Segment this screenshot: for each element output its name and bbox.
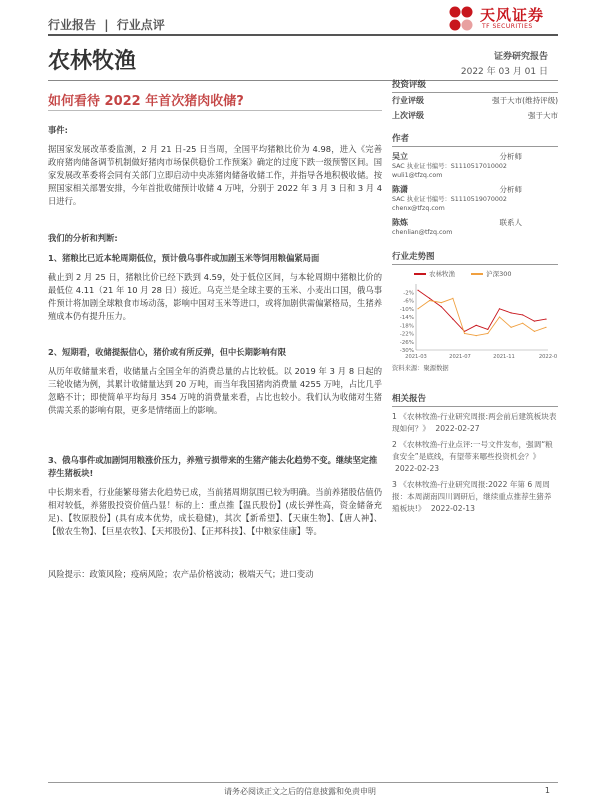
data-point xyxy=(487,329,488,330)
data-point xyxy=(452,319,453,320)
prev-rating-value: 强于大市 xyxy=(528,111,558,120)
rating-row xyxy=(392,93,558,108)
data-point xyxy=(417,308,418,309)
related-title[interactable]: 3 《农林牧渔-行业研究周报:2022 年第 6 周周报：本周湖南四川调研后，继续重点推荐生猪养殖板块!》 xyxy=(392,480,552,513)
author-item xyxy=(392,151,558,180)
related-title[interactable]: 2 《农林牧渔-行业点评:一号文件发布，强调“粮食安全”是底线，有望带来哪些投资机会？》 xyxy=(392,440,553,461)
data-point xyxy=(511,327,512,328)
title-divider xyxy=(48,110,382,111)
author-item xyxy=(392,217,558,237)
related-item[interactable] xyxy=(392,479,558,515)
point-1-title: 1、猪粮比已近本轮周期低位，预计俄乌事件或加剧玉米等饲用粮偏紧局面 xyxy=(48,253,320,263)
related-title[interactable]: 1 《农林牧渔-行业研究周报:两会前后建筑板块表现如何？》 xyxy=(392,412,557,433)
author-item xyxy=(392,184,558,213)
author-role: 分析师 xyxy=(499,185,522,194)
analysis-point-3 xyxy=(48,454,382,538)
legend-label-2: 沪深300 xyxy=(486,270,512,278)
series-line-1 xyxy=(418,290,546,331)
data-point xyxy=(441,302,442,303)
related-date: 2022-02-27 xyxy=(435,424,480,433)
report-type: 证券研究报告 xyxy=(493,52,548,62)
related-item[interactable] xyxy=(392,439,558,475)
data-point xyxy=(452,298,453,299)
rating-value: 强于大市(维持评级) xyxy=(492,96,558,105)
y-tick-label: -6% xyxy=(403,298,414,305)
logo-text-cn: 天风证券 xyxy=(480,6,545,24)
related-heading: 相关报告 xyxy=(392,394,427,404)
data-point xyxy=(545,327,546,328)
related-item[interactable] xyxy=(392,411,558,435)
data-point xyxy=(476,325,477,326)
point-2-body: 从历年收储量来看，收储量占全国全年的消费总量的占比较低。以 2019 年 3 月 8 日起的三轮收储为例，其累计收储量达到 20 万吨，而当年我国猪肉消费量 4255 万吨，占比几乎忽略不计；即使简单平均每月 354 万吨的消费量来看，占比也较小。我们认为收储对生猪供需关系的影响有限，更多是情绪面上的影响。 xyxy=(48,366,382,415)
chart-legend xyxy=(392,269,558,278)
author-name: 陈炼 xyxy=(392,218,408,227)
authors-heading: 作者 xyxy=(392,134,410,144)
report-category xyxy=(48,16,165,33)
footer-divider xyxy=(48,782,558,783)
data-point xyxy=(429,298,430,299)
data-point xyxy=(417,290,418,291)
prev-rating-label: 上次评级 xyxy=(392,111,424,120)
analysis-section xyxy=(48,232,382,245)
data-point xyxy=(534,331,535,332)
risk-warning xyxy=(48,568,382,581)
rating-heading: 投资评级 xyxy=(392,80,427,90)
author-role: 分析师 xyxy=(499,152,522,161)
legend-label-1: 农林牧渔 xyxy=(429,270,455,278)
authors-box xyxy=(392,132,558,237)
data-point xyxy=(534,321,535,322)
page-number: 1 xyxy=(544,786,550,795)
event-section xyxy=(48,124,382,208)
header-divider xyxy=(48,34,558,36)
trend-box xyxy=(392,250,558,373)
data-point xyxy=(522,323,523,324)
author-cert: SAC 执业证书编号：S1110519070002 xyxy=(392,196,507,203)
author-email[interactable]: chenlian@tfzq.com xyxy=(392,229,453,236)
data-point xyxy=(441,306,442,307)
author-email[interactable]: chenx@tfzq.com xyxy=(392,205,445,212)
event-body: 据国家发展改革委监测，2 月 21 日-25 日当周，全国平均猪粮比价为 4.98，进入《完善政府猪肉储备调节机制做好猪肉市场保供稳价工作预案》确定的过度下跌一级预警区间。国家发展改革委将会同有关部门立即启动中央冻猪肉储备收储工作，并指导各地积极收储。按照国家相关部署安排，今年首批收储预计收储 4 万吨，分别于 2022 年 3 月 3 日和 3 月 4 日进行。 xyxy=(48,144,382,206)
related-date: 2022-02-13 xyxy=(430,504,475,513)
data-point xyxy=(476,335,477,336)
author-cert: SAC 执业证书编号：S1110517010002 xyxy=(392,163,507,170)
prev-rating-row xyxy=(392,108,558,123)
legend-swatch-1 xyxy=(414,273,426,275)
event-heading: 事件: xyxy=(48,125,68,135)
point-1-body: 截止到 2 月 25 日，猪粮比价已经下跌到 4.59，处于低位区间，与本轮周期中猪粮比价的最低位 4.11（21 年 10 月 28 日）接近。乌克兰是全球主要的玉米、小麦出口国，俄乌事件预计将加剧全球粮食市场动荡，影响中国对玉米等进口，或将加剧供需偏紧格局，生猪养殖成本仍有提升压力。 xyxy=(48,272,382,321)
report-tag-left: 行业报告 xyxy=(48,18,97,32)
data-point xyxy=(429,300,430,301)
rating-label: 行业评级 xyxy=(392,96,424,105)
report-title: 如何看待 2022 年首次猪肉收储? xyxy=(48,94,244,109)
author-role: 联系人 xyxy=(499,218,522,227)
author-email[interactable]: wuli1@tfzq.com xyxy=(392,172,443,179)
data-point xyxy=(464,333,465,334)
y-tick-label: -18% xyxy=(399,323,414,330)
report-tag-separator: | xyxy=(104,18,109,32)
data-point xyxy=(511,312,512,313)
y-tick-label: -26% xyxy=(399,339,414,346)
analysis-point-2 xyxy=(48,346,382,417)
related-date: 2022-02-23 xyxy=(395,464,440,473)
related-divider xyxy=(392,406,558,407)
data-point xyxy=(522,314,523,315)
author-name: 吴立 xyxy=(392,152,408,161)
trend-divider xyxy=(392,264,558,265)
data-point xyxy=(487,333,488,334)
logo-text-en: TF SECURITIES xyxy=(482,23,533,30)
report-tag-right: 行业点评 xyxy=(116,18,165,32)
trend-heading: 行业走势图 xyxy=(392,252,435,262)
legend-swatch-2 xyxy=(471,273,483,275)
rating-box xyxy=(392,78,558,123)
y-tick-label: -10% xyxy=(399,306,414,313)
industry-title: 农林牧渔 xyxy=(48,49,137,74)
data-point xyxy=(545,319,546,320)
x-tick-label: 2021-07 xyxy=(449,354,471,360)
related-reports xyxy=(392,392,558,515)
y-tick-label: -22% xyxy=(399,331,414,338)
authors-divider xyxy=(392,146,558,147)
y-tick-label: -2% xyxy=(403,290,414,297)
chart-source: 资料来源：聚源数据 xyxy=(392,365,449,372)
company-logo xyxy=(446,4,556,34)
author-name: 陈潇 xyxy=(392,185,408,194)
analysis-point-1 xyxy=(48,252,382,323)
logo-mark-icon xyxy=(446,4,476,34)
x-tick-label: 2021-11 xyxy=(493,354,515,360)
x-tick-label: 2021-03 xyxy=(405,354,427,360)
point-2-title: 2、短期看，收储提振信心，猪价或有所反弹，但中长期影响有限 xyxy=(48,347,287,357)
y-tick-label: -30% xyxy=(399,348,414,354)
risk-text: 风险提示：政策风险；疫病风险；农产品价格波动；极端天气；进口变动 xyxy=(48,569,314,579)
report-date: 2022 年 03 月 01 日 xyxy=(460,67,548,77)
x-tick-label: 2022-0 xyxy=(538,354,558,360)
point-3-body: 中长期来看，行业能繁母猪去化趋势已成，当前猪周期氛围已较为明确。当前养猪股估值仍相对较低，养猪股投资价值凸显！标的上：重点推【温氏股份】(成长弹性高，资金储备充足)、【牧原股份】(具有成本优势，成长稳健)，其次【新希望】、【天康生物】、【唐人神】、【傲农生物】、【巨星农牧】、【天邦股份】、【正邦科技】、【中粮家佳康】等。 xyxy=(48,487,382,536)
analysis-heading: 我们的分析和判断: xyxy=(48,233,118,243)
data-point xyxy=(499,316,500,317)
data-point xyxy=(499,308,500,309)
point-3-title: 3、俄乌事件或加剧饲用粮涨价压力，养殖亏损带来的生猪产能去化趋势不变。继续坚定推荐生猪板块! xyxy=(48,455,378,478)
y-tick-label: -14% xyxy=(399,315,414,321)
trend-chart xyxy=(392,280,558,362)
footer-disclaimer: 请务必阅读正文之后的信息披露和免责申明 xyxy=(224,787,376,796)
